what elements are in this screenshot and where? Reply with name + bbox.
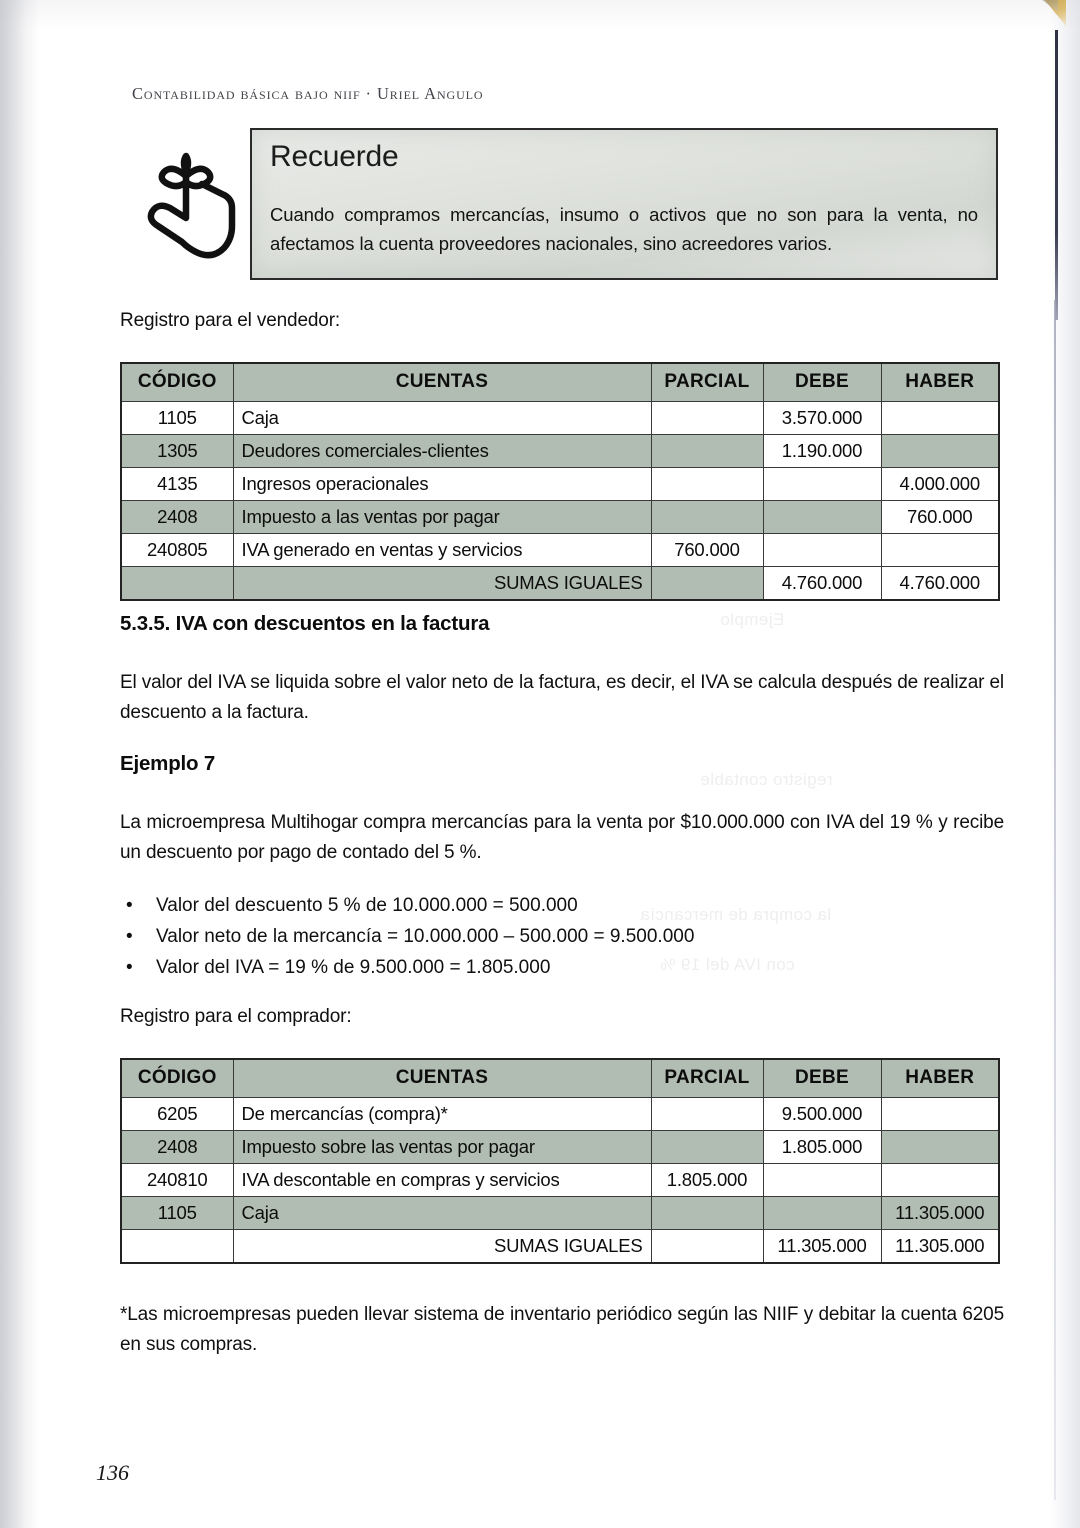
cell-debe [763,1196,881,1229]
calculation-bullet-list [120,890,1004,983]
cell-debe [763,533,881,566]
section-paragraph: El valor del IVA se liquida sobre el valor neto de la factura, es decir, el IVA se calcula después de realizar el descuento a la factura. [120,672,1004,723]
bullet-dot: • [126,957,133,978]
cell-debe [763,500,881,533]
cell-parcial: 760.000 [651,533,763,566]
col-header-cuentas: CUENTAS [233,363,651,401]
section-heading: 5.3.5. IVA con descuentos en la factura [120,612,490,635]
cell-haber: 11.305.000 [881,1196,999,1229]
recuerde-body: Cuando compramos mercancías, insumo o activos que no son para la venta, no afectamos la cuenta proveedores nacionales, sino acreedores varios. [270,204,978,254]
cell-total-label: SUMAS IGUALES [233,566,651,600]
bullet-text: Valor neto de la mercancía = 10.000.000 – 500.000 = 9.500.000 [156,926,695,947]
cell-total-empty [121,566,233,600]
cell-haber [881,533,999,566]
cell-codigo: 2408 [121,1130,233,1163]
bleed-through-text: registro contable [700,770,833,789]
table-total-row [121,1229,999,1263]
table-row [121,1163,999,1196]
cell-cuenta: Ingresos operacionales [233,467,651,500]
bleed-through-text: Ejemplo [720,610,785,629]
cell-debe: 9.500.000 [763,1097,881,1130]
cell-parcial: 1.805.000 [651,1163,763,1196]
cell-total-haber: 11.305.000 [881,1229,999,1263]
cell-codigo: 1105 [121,401,233,434]
cell-cuenta: De mercancías (compra)* [233,1097,651,1130]
col-header-debe: DEBE [763,363,881,401]
cell-debe [763,1163,881,1196]
recuerde-title: Recuerde [270,140,399,173]
cell-parcial [651,500,763,533]
label-registro-vendedor: Registro para el vendedor: [120,310,341,331]
cell-debe [763,467,881,500]
list-item [120,890,1004,921]
cell-codigo: 1105 [121,1196,233,1229]
table-row [121,434,999,467]
cell-haber [881,401,999,434]
col-header-parcial: PARCIAL [651,1059,763,1097]
cell-total-parcial [651,1229,763,1263]
cell-codigo: 2408 [121,500,233,533]
recuerde-box [250,128,998,280]
col-header-haber: HABER [881,1059,999,1097]
cell-cuenta: IVA descontable en compras y servicios [233,1163,651,1196]
footnote-text: *Las microempresas pueden llevar sistema de inventario periódico según las NIIF y debitar la cuenta 6205 en sus compras. [120,1304,1004,1355]
page-corner-artifact-secondary [1042,0,1058,30]
table-header-row [121,363,999,401]
book-edge-dark-line [1055,30,1058,320]
cell-codigo: 1305 [121,434,233,467]
list-item [120,921,1004,952]
cell-total-parcial [651,566,763,600]
table-body-seller [121,401,999,600]
col-header-debe: DEBE [763,1059,881,1097]
cell-parcial [651,1130,763,1163]
table-total-row [121,566,999,600]
bleed-through-text: con IVA del 19 % [660,955,795,974]
table-row [121,1130,999,1163]
bleed-through-text: la compra de mercancía [640,905,832,924]
reminder-hand-with-ribbon-icon [140,142,244,266]
cell-total-debe: 4.760.000 [763,566,881,600]
list-item [120,952,1004,983]
col-header-cuentas: CUENTAS [233,1059,651,1097]
cell-total-empty [121,1229,233,1263]
cell-total-debe: 11.305.000 [763,1229,881,1263]
cell-debe: 1.805.000 [763,1130,881,1163]
cell-cuenta: Impuesto a las ventas por pagar [233,500,651,533]
recuerde-callout [132,128,998,288]
bullet-text: Valor del IVA = 19 % de 9.500.000 = 1.805.000 [156,957,551,978]
cell-cuenta: Caja [233,401,651,434]
cell-codigo: 6205 [121,1097,233,1130]
col-header-parcial: PARCIAL [651,363,763,401]
table-header-row [121,1059,999,1097]
cell-total-label: SUMAS IGUALES [233,1229,651,1263]
cell-parcial [651,1196,763,1229]
cell-parcial [651,434,763,467]
book-edge-thin-line [1054,300,1056,1500]
table-registro-vendedor [120,362,1000,601]
cell-codigo: 4135 [121,467,233,500]
table-row [121,401,999,434]
table-row [121,533,999,566]
col-header-codigo: CÓDIGO [121,1059,233,1097]
cell-haber: 4.000.000 [881,467,999,500]
table-body-buyer [121,1097,999,1263]
bullet-dot: • [126,926,133,947]
cell-debe: 3.570.000 [763,401,881,434]
cell-codigo: 240805 [121,533,233,566]
cell-haber: 760.000 [881,500,999,533]
page-number: 136 [96,1460,129,1485]
bullet-dot: • [126,895,133,916]
col-header-haber: HABER [881,363,999,401]
example-text: La microempresa Multihogar compra mercancías para la venta por $10.000.000 con IVA del 19 % y recibe un descuento por pago de contado del 5 %. [120,812,1004,863]
cell-parcial [651,1097,763,1130]
cell-cuenta: IVA generado en ventas y servicios [233,533,651,566]
table-row [121,500,999,533]
table-row [121,467,999,500]
cell-parcial [651,401,763,434]
cell-haber [881,1163,999,1196]
cell-codigo: 240810 [121,1163,233,1196]
col-header-codigo: CÓDIGO [121,363,233,401]
table-row [121,1196,999,1229]
cell-cuenta: Impuesto sobre las ventas por pagar [233,1130,651,1163]
example-title: Ejemplo 7 [120,752,216,775]
label-registro-comprador: Registro para el comprador: [120,1006,352,1027]
scan-shadow-left [0,0,40,1528]
cell-haber [881,434,999,467]
running-head: Contabilidad básica bajo niif · Uriel Angulo [132,84,484,103]
bullet-text: Valor del descuento 5 % de 10.000.000 = 500.000 [156,895,578,916]
cell-haber [881,1097,999,1130]
cell-cuenta: Caja [233,1196,651,1229]
cell-haber [881,1130,999,1163]
table-registro-comprador [120,1058,1000,1264]
cell-debe: 1.190.000 [763,434,881,467]
cell-parcial [651,467,763,500]
cell-total-haber: 4.760.000 [881,566,999,600]
cell-cuenta: Deudores comerciales-clientes [233,434,651,467]
table-row [121,1097,999,1130]
